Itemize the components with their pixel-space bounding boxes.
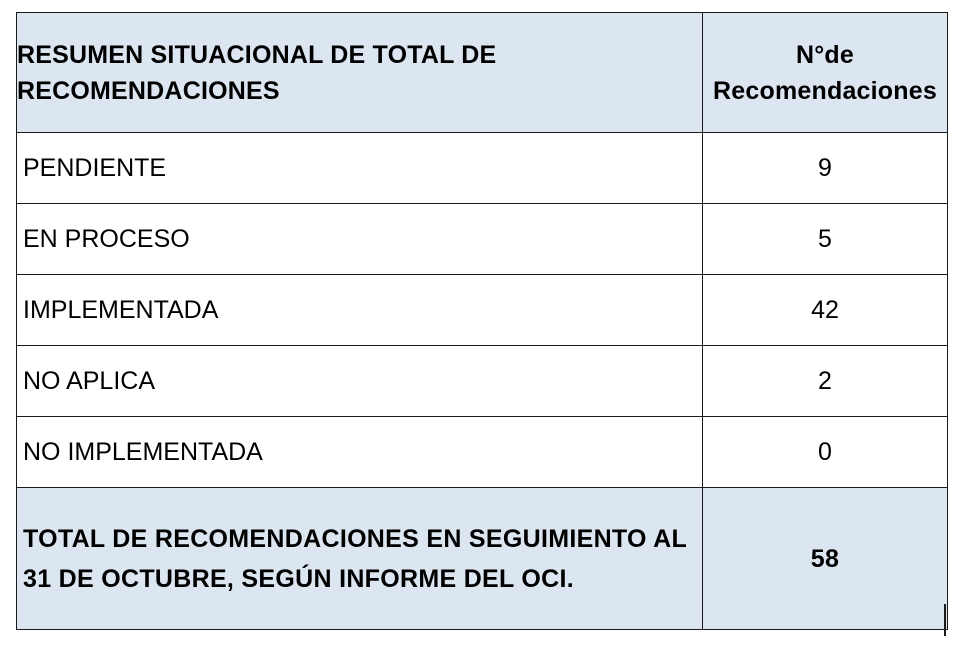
status-label: EN PROCESO (17, 204, 703, 275)
status-label: NO APLICA (17, 346, 703, 417)
total-label: TOTAL DE RECOMENDACIONES EN SEGUIMIENTO AL 31 DE OCTUBRE, SEGÚN INFORME DEL OCI. (17, 488, 703, 630)
status-count: 5 (703, 204, 948, 275)
status-label: NO IMPLEMENTADA (17, 417, 703, 488)
recommendations-summary-table (16, 12, 948, 630)
border-mark (944, 604, 946, 636)
table-row (17, 346, 948, 417)
status-label: PENDIENTE (17, 133, 703, 204)
status-count: 2 (703, 346, 948, 417)
header-count-line2: Recomendaciones (713, 76, 937, 105)
table-row (17, 133, 948, 204)
table-row (17, 275, 948, 346)
table-row (17, 204, 948, 275)
table-row (17, 417, 948, 488)
table-header-row (17, 13, 948, 133)
status-label: IMPLEMENTADA (17, 275, 703, 346)
total-row (17, 488, 948, 630)
header-summary-label: RESUMEN SITUACIONAL DE TOTAL DE RECOMENDACIONES (17, 13, 703, 133)
total-count: 58 (703, 488, 948, 630)
header-count-label (703, 13, 948, 133)
header-count-line1: N°de (795, 40, 855, 69)
status-count: 0 (703, 417, 948, 488)
status-count: 42 (703, 275, 948, 346)
status-count: 9 (703, 133, 948, 204)
